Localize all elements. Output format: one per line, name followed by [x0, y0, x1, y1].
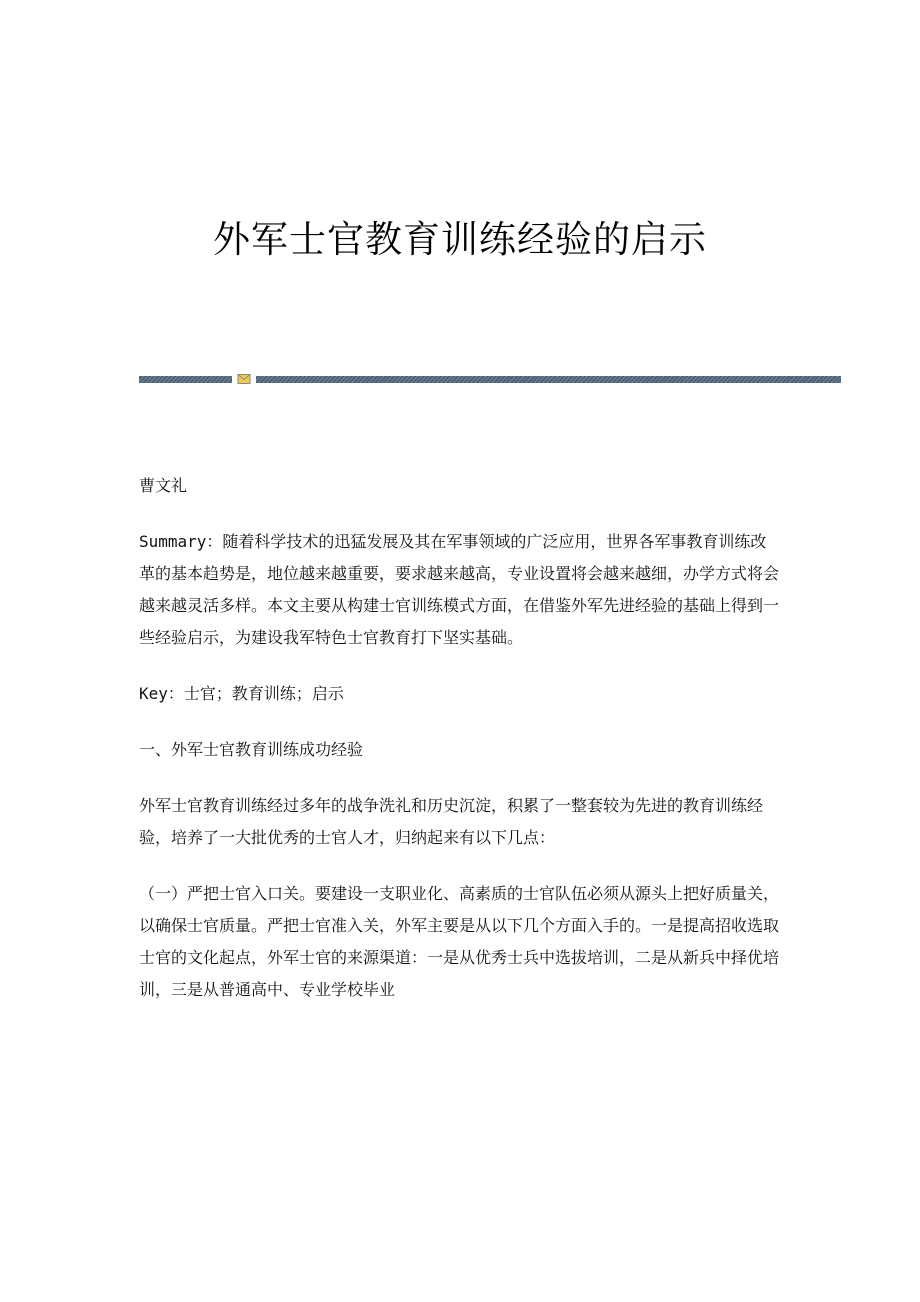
document-body	[139, 470, 779, 1006]
title-divider	[139, 372, 841, 386]
divider-bar-right	[256, 376, 841, 383]
document-title: 外军士官教育训练经验的启示	[213, 218, 707, 261]
section-heading: 一、外军士官教育训练成功经验	[139, 740, 364, 759]
body-paragraph: （一）严把士官入口关。要建设一支职业化、高素质的士官队伍必须从源头上把好质量关，以确保士官质量。严把士官准入关，外军主要是从以下几个方面入手的。一是提高招收选取士官的文化起点，外军士官的来源渠道：一是从优秀士兵中选拔培训，二是从新兵中择优培训，三是从普通高中、专业学校毕业	[139, 884, 780, 999]
author-name: 曹文礼	[139, 476, 188, 495]
envelope-icon	[237, 372, 251, 386]
body-paragraph: 外军士官教育训练经过多年的战争洗礼和历史沉淀，积累了一整套较为先进的教育训练经验，培养了一大批优秀的士官人才，归纳起来有以下几点：	[139, 796, 764, 847]
keywords-line: Key：士官；教育训练；启示	[139, 684, 344, 703]
summary-paragraph: Summary：随着科学技术的迅猛发展及其在军事领域的广泛应用，世界各军事教育训练改革的基本趋势是，地位越来越重要，要求越来越高，专业设置将会越来越细，办学方式将会越来越灵活多样。本文主要从构建士官训练模式方面，在借鉴外军先进经验的基础上得到一些经验启示，为建设我军特色士官教育打下坚实基础。	[139, 532, 780, 647]
divider-bar-left	[139, 376, 232, 383]
